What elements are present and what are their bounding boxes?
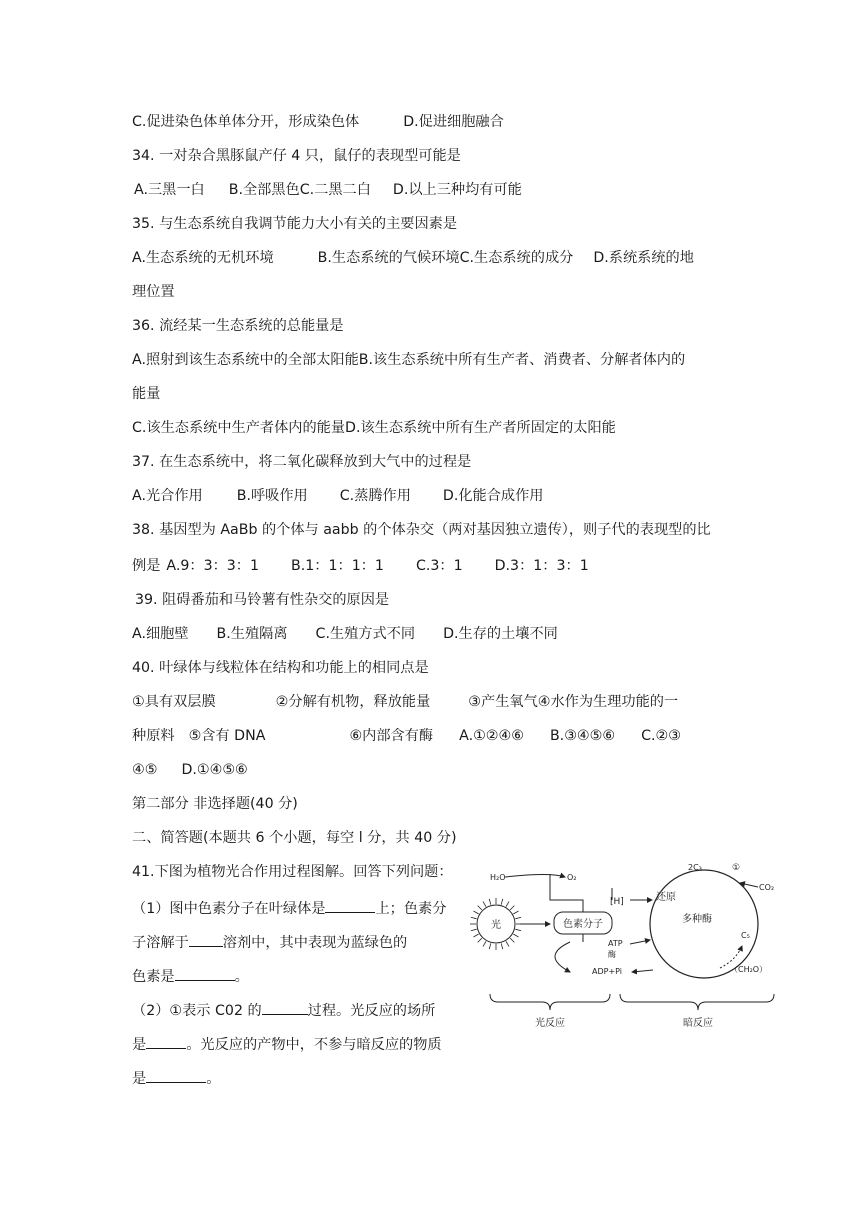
q33-option-d: D.促进细胞融合 — [403, 114, 504, 130]
ch2o-label: （CH₂O） — [730, 965, 768, 974]
q38-option-b: B.1：1：1：1 — [291, 558, 384, 574]
answer-blank-6[interactable] — [146, 1068, 206, 1083]
answer-blank-1[interactable] — [325, 898, 375, 913]
q41-p2-text-f: 。 — [206, 1071, 221, 1087]
c3-label: 2C₃ — [688, 863, 702, 872]
q41-p2-line3 — [132, 1068, 220, 1089]
q35-option-b: B.生态系统的气候环境 — [317, 250, 460, 266]
q39-options — [132, 624, 558, 644]
q35-options — [132, 248, 694, 268]
q41-stem: 41.下图为植物光合作用过程图解。回答下列问题： — [132, 864, 453, 880]
q38-stem: 38. 基因型为 AaBb 的个体与 aabb 的个体杂交（两对基因独立遗传），则子代的表现型的比 — [132, 522, 711, 538]
q34-option-a: A.三黑一白 — [134, 182, 205, 198]
q39-option-a: A.细胞壁 — [132, 626, 189, 642]
q36-option-b-cont: 能量 — [132, 386, 161, 402]
q41-p1-text-d: 溶剂中，其中表现为蓝绿色的 — [222, 935, 408, 951]
q34-option-b: B.全部黑色 — [228, 182, 300, 198]
q40-item-2: ②分解有机物，释放能量 — [275, 694, 431, 710]
q37-stem: 37. 在生态系统中，将二氧化碳释放到大气中的过程是 — [132, 454, 472, 470]
adp-label: ADP+Pi — [592, 967, 623, 976]
q37-option-b: B.呼吸作用 — [236, 488, 308, 504]
q41-p2-line1 — [132, 1000, 435, 1021]
q37-option-c: C.蒸腾作用 — [339, 488, 411, 504]
answer-blank-3[interactable] — [175, 966, 235, 981]
q40-item-6: ⑥内部含有酶 — [349, 728, 434, 744]
dark-reaction-label: 暗反应 — [683, 1018, 713, 1029]
q40-item-4: ④水作为生理功能的一 — [537, 694, 679, 710]
q38-option-c: C.3：1 — [415, 558, 463, 574]
atp-to-dark-arrow — [630, 940, 650, 944]
q40-option-c-cont: ④⑤ — [132, 762, 158, 778]
q37-option-a: A.光合作用 — [132, 488, 203, 504]
c5-label: C₅ — [741, 931, 750, 940]
q35-option-d: D.系统系统的地 — [593, 250, 694, 266]
q41-p2-text-a: （2）①表示 C02 的 — [132, 1003, 262, 1019]
answer-blank-4[interactable] — [262, 1000, 308, 1015]
q33-options — [132, 112, 504, 132]
q41-p1-line3 — [132, 966, 249, 987]
atp-label: ATP — [608, 939, 623, 948]
q36-option-b: B.该生态系统中所有生产者、消费者、分解者体内的 — [358, 352, 686, 368]
enzymes-label: 多种酶 — [682, 914, 712, 925]
q40-option-a: A.①②④⑥ — [459, 728, 524, 744]
q36-options-ab — [132, 350, 685, 370]
reduce-label: 还原 — [656, 892, 676, 903]
q36-option-c: C.该生态系统中生产者体内的能量 — [132, 420, 346, 436]
answer-blank-2[interactable] — [189, 932, 223, 947]
q41-p2-line2 — [132, 1034, 442, 1055]
q39-option-c: C.生殖方式不同 — [315, 626, 416, 642]
q41-p1-line1 — [132, 898, 446, 919]
q37-options — [132, 486, 543, 506]
q40-option-b: B.③④⑤⑥ — [549, 728, 616, 744]
q40-item-1: ①具有双层膜 — [132, 694, 216, 710]
part2-section: 二、简答题(本题共 6 个小题，每空 l 分，共 40 分) — [132, 830, 457, 846]
photosynthesis-diagram — [470, 860, 790, 1040]
enzyme-label: 酶 — [608, 950, 616, 959]
q41-p1-text-b: 上；色素分 — [375, 901, 447, 917]
q35-stem: 35. 与生态系统自我调节能力大小有关的主要因素是 — [132, 216, 458, 232]
q40-item-3: ③产生氧气 — [468, 694, 538, 710]
water-split-arrow — [505, 875, 565, 878]
q40-options-cont — [132, 760, 248, 780]
light-reaction-label: 光反应 — [535, 1018, 565, 1029]
q36-option-d: D.该生态系统中所有生产者所固定的太阳能 — [345, 420, 616, 436]
q34-stem: 34. 一对杂合黑豚鼠产仔 4 只，鼠仔的表现型可能是 — [132, 148, 461, 164]
atp-cycle-left-arrow — [555, 942, 570, 972]
q40-item-4-cont: 种原料 — [132, 728, 175, 744]
dark-reaction-brace — [620, 994, 774, 1010]
light-reaction-brace — [490, 994, 610, 1010]
q40-stem: 40. 叶绿体与线粒体在结构和功能上的相同点是 — [132, 660, 429, 676]
light-label: 光 — [491, 920, 501, 931]
q38-option-a: A.9：3：3：1 — [166, 558, 260, 574]
o2-label: O₂ — [567, 873, 577, 882]
q36-stem: 36. 流经某一生态系统的总能量是 — [132, 318, 344, 334]
q36-option-a: A.照射到该生态系统中的全部太阳能 — [132, 352, 359, 368]
q35-option-d-cont: 理位置 — [132, 284, 175, 300]
q40-items — [132, 692, 678, 712]
q40-item-5: ⑤含有 DNA — [188, 728, 266, 744]
q41-p2-text-d: 。光反应的产物中，不参与暗反应的物质 — [186, 1037, 442, 1053]
h2o-label: H₂O — [490, 873, 506, 882]
q40-option-c: C.②③ — [641, 728, 681, 744]
q41-p1-text-c: 子溶解于 — [132, 935, 189, 951]
q40-items-cont — [132, 726, 681, 746]
q39-stem: 39. 阻碍番茄和马铃薯有性杂交的原因是 — [135, 592, 390, 608]
q39-option-b: B.生殖隔离 — [216, 626, 288, 642]
q34-options — [134, 180, 522, 200]
q41-p1-text-a: （1）图中色素分子在叶绿体是 — [132, 901, 326, 917]
q41-p2-text-b: 过程。光反应的场所 — [307, 1003, 436, 1019]
circle1-label: ① — [732, 863, 741, 873]
q39-option-d: D.生存的土壤不同 — [443, 626, 558, 642]
q35-option-a: A.生态系统的无机环境 — [132, 250, 274, 266]
q41-p2-text-c: 是 — [132, 1037, 147, 1053]
q41-p2-text-e: 是 — [132, 1071, 147, 1087]
q35-option-c: C.生态系统的成分 — [459, 250, 574, 266]
q36-options-cd — [132, 418, 616, 438]
q41-p1-text-e: 色素是 — [132, 969, 175, 985]
answer-blank-5[interactable] — [146, 1034, 186, 1049]
adp-return-arrow — [632, 970, 653, 972]
q41-p1-line2 — [132, 932, 407, 953]
co2-label: CO₂ — [759, 883, 775, 892]
q37-option-d: D.化能合成作用 — [442, 488, 544, 504]
q34-option-c: C.二黑二白 — [299, 182, 371, 198]
h-label: [H] — [610, 897, 624, 907]
pigment-label: 色素分子 — [563, 919, 603, 930]
q38-options — [132, 556, 589, 576]
q41-p1-text-f: 。 — [234, 969, 249, 985]
q38-option-d: D.3：1：3：1 — [494, 558, 589, 574]
part2-title: 第二部分 非选择题(40 分) — [132, 796, 298, 812]
q38-stem-cont: 例是 — [132, 558, 161, 574]
q34-option-d: D.以上三种均有可能 — [392, 182, 522, 198]
q40-option-d: D.①④⑤⑥ — [181, 762, 248, 778]
q33-option-c: C.促进染色体单体分开，形成染色体 — [132, 114, 360, 130]
